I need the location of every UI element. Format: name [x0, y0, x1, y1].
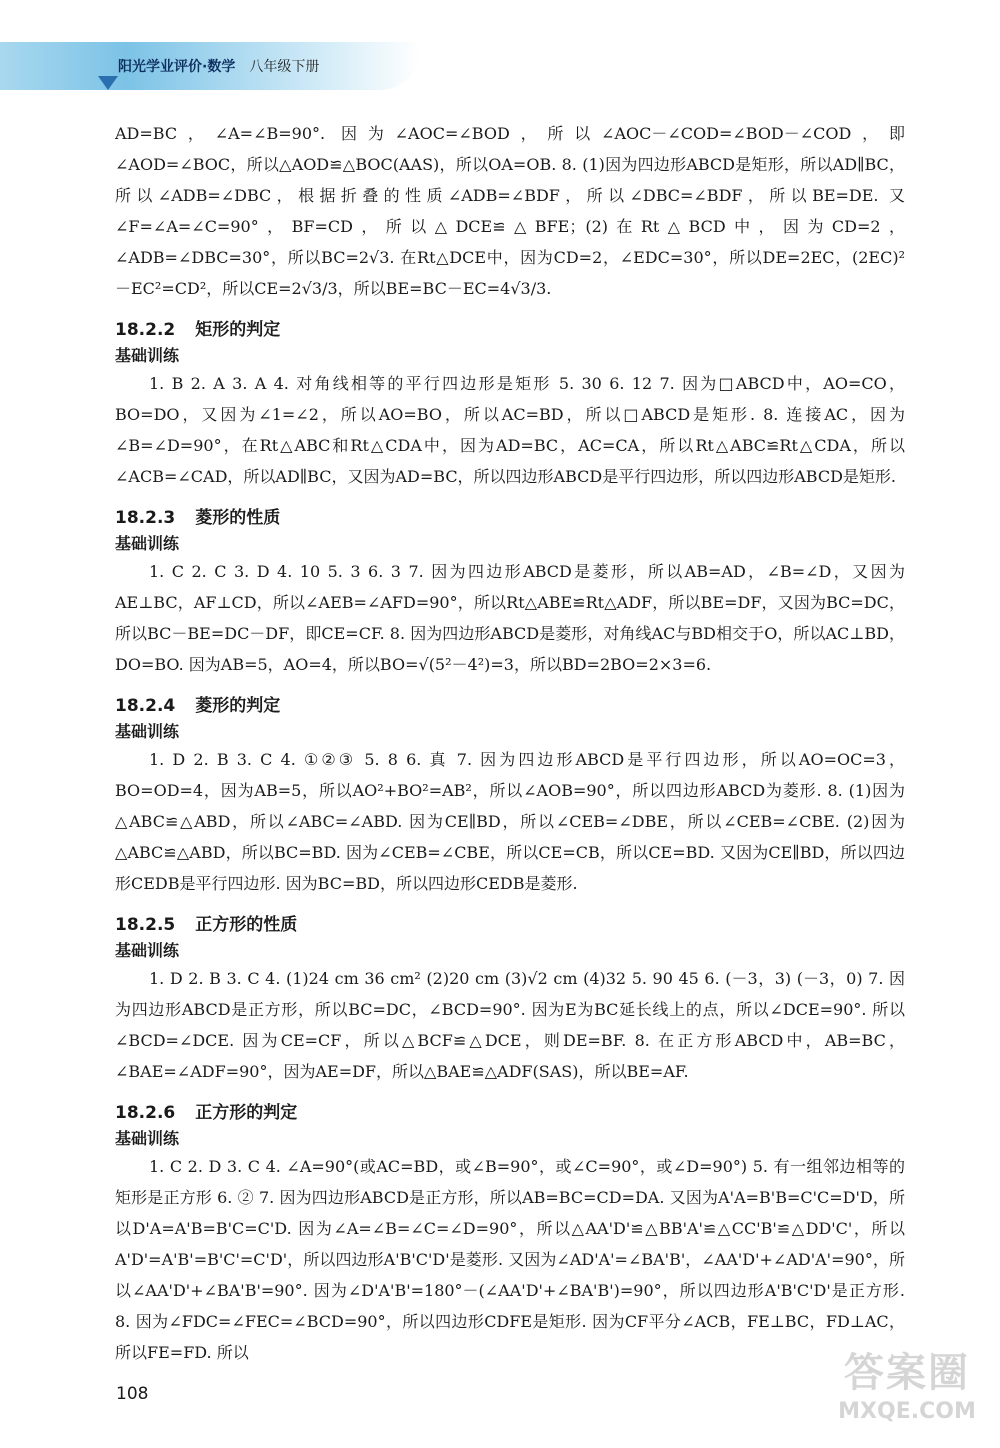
section-name: 正方形的判定	[195, 1103, 298, 1123]
section-18-2-3	[115, 504, 905, 680]
section-subtitle: 基础训练	[115, 346, 180, 365]
section-name: 矩形的判定	[195, 320, 281, 340]
section-answers: 1. D 2. B 3. C 4. (1)24 cm 36 cm² (2)20 cm (3)√2 cm (4)32 5. 90 45 6. (－3，3) (－3，0) 7. 因为四边形ABCD是正方形，所以BC=DC，∠BCD=90°. 因为E为BC延长线上的点，所以∠DCE=90°. 所以∠BCD=∠DCE. 因为CE=CF，所以△BCF≌△DCE，则DE=BF. 8. 在正方形ABCD中，AB=BC，∠BAE=∠ADF=90°，因为AE=DF，所以△BAE≌△ADF(SAS)，所以BE=AF.	[115, 969, 906, 1081]
header-banner	[0, 42, 420, 90]
section-answers: 1. D 2. B 3. C 4. ①②③ 5. 8 6. 真 7. 因为四边形ABCD是平行四边形，所以AO=OC=3，BO=OD=4，因为AB=5，所以AO²+BO²=AB²，所以∠AOB=90°，所以四边形ABCD为菱形. 8. (1)因为△ABC≌△ABD，所以∠ABC=∠ABD. 因为CE∥BD，所以∠CEB=∠DBE，所以∠CEB=∠CBE. (2)因为△ABC≌△ABD，所以BC=BD. 因为∠CEB=∠CBE，所以CE=CB，所以CE=BD. 又因为CE∥BD，所以四边形CEDB是平行四边形. 因为BC=BD，所以四边形CEDB是菱形.	[115, 750, 905, 893]
watermark-logo	[822, 1348, 992, 1443]
grade-label: 八年级下册	[249, 59, 320, 75]
section-title	[115, 911, 905, 939]
section-title	[115, 692, 905, 720]
section-18-2-6	[115, 1099, 905, 1368]
section-number: 18.2.3	[115, 508, 176, 528]
section-title	[115, 1099, 905, 1127]
section-number: 18.2.5	[115, 915, 176, 935]
section-number: 18.2.6	[115, 1103, 176, 1123]
section-subtitle: 基础训练	[115, 534, 180, 553]
banner-pointer-icon	[98, 76, 118, 90]
section-subtitle: 基础训练	[115, 1129, 180, 1148]
section-18-2-5	[115, 911, 905, 1087]
section-number: 18.2.2	[115, 320, 176, 340]
section-name: 正方形的性质	[195, 915, 298, 935]
page-number: 108	[116, 1384, 149, 1404]
section-answers: 1. C 2. D 3. C 4. ∠A=90°(或AC=BD，或∠B=90°，或∠C=90°，或∠D=90°) 5. 有一组邻边相等的矩形是正方形 6. ② 7. 因为四边形ABCD是正方形，所以AB=BC=CD=DA. 又因为A'A=B'B=C'C=D'D，所以D'A=A'B=B'C=C'D. 因为∠A=∠B=∠C=∠D=90°，所以△AA'D'≌△BB'A'≌△CC'B'≌△DD'C'，所以A'D'=A'B'=B'C'=C'D'，所以四边形A'B'C'D'是菱形. 又因为∠AD'A'=∠BA'B'，∠AA'D'+∠AD'A'=90°，所以∠AA'D'+∠BA'B'=90°. 因为∠D'A'B'=180°－(∠AA'D'+∠BA'B')=90°，所以四边形A'B'C'D'是正方形. 8. 因为∠FDC=∠FEC=∠BCD=90°，所以四边形CDFE是矩形. 因为CF平分∠ACB，FE⊥BC，FD⊥AC，所以FE=FD. 所以	[115, 1157, 905, 1362]
header-text	[118, 56, 319, 76]
section-18-2-4	[115, 692, 905, 899]
section-subtitle: 基础训练	[115, 722, 180, 741]
section-number: 18.2.4	[115, 696, 176, 716]
section-18-2-2	[115, 316, 905, 492]
section-name: 菱形的性质	[195, 508, 281, 528]
page-content	[115, 118, 905, 1368]
watermark-url: MXQE.COM	[838, 1399, 976, 1424]
intro-paragraph: AD=BC，∠A=∠B=90°. 因为∠AOC=∠BOD，所以∠AOC－∠COD=∠BOD－∠COD，即∠AOD=∠BOC，所以△AOD≌△BOC(AAS)，所以OA=OB. 8. (1)因为四边形ABCD是矩形，所以AD∥BC，所以∠ADB=∠DBC，根据折叠的性质∠ADB=∠BDF，所以∠DBC=∠BDF，所以BE=DE. 又∠F=∠A=∠C=90°，BF=CD，所以△DCE≌△BFE；(2)在Rt△BCD中，因为CD=2，∠ADB=∠DBC=30°，所以BC=2√3. 在Rt△DCE中，因为CD=2，∠EDC=30°，所以DE=2EC，(2EC)²－EC²=CD²，所以CE=2√3/3，所以BE=BC－EC=4√3/3.	[115, 124, 905, 298]
section-name: 菱形的判定	[195, 696, 281, 716]
watermark-logo-text: 答案圈	[844, 1350, 970, 1396]
book-title: 阳光学业评价·数学	[118, 59, 236, 75]
section-subtitle: 基础训练	[115, 941, 180, 960]
section-answers: 1. B 2. A 3. A 4. 对角线相等的平行四边形是矩形 5. 30 6. 12 7. 因为□ABCD中，AO=CO，BO=DO，又因为∠1=∠2，所以AO=BO，所以AC=BD，所以□ABCD是矩形. 8. 连接AC，因为∠B=∠D=90°，在Rt△ABC和Rt△CDA中，因为AD=BC，AC=CA，所以Rt△ABC≌Rt△CDA，所以∠ACB=∠CAD，所以AD∥BC，又因为AD=BC，所以四边形ABCD是平行四边形，所以四边形ABCD是矩形.	[115, 374, 905, 486]
section-title	[115, 316, 905, 344]
section-title	[115, 504, 905, 532]
section-answers: 1. C 2. C 3. D 4. 10 5. 3 6. 3 7. 因为四边形ABCD是菱形，所以AB=AD，∠B=∠D，又因为AE⊥BC，AF⊥CD，所以∠AEB=∠AFD=90°，所以Rt△ABE≌Rt△ADF，所以BE=DF，又因为BC=DC，所以BC－BE=DC－DF，即CE=CF. 8. 因为四边形ABCD是菱形，对角线AC与BD相交于O，所以AC⊥BD，DO=BO. 因为AB=5，AO=4，所以BO=√(5²－4²)=3，所以BD=2BO=2×3=6.	[115, 562, 905, 674]
